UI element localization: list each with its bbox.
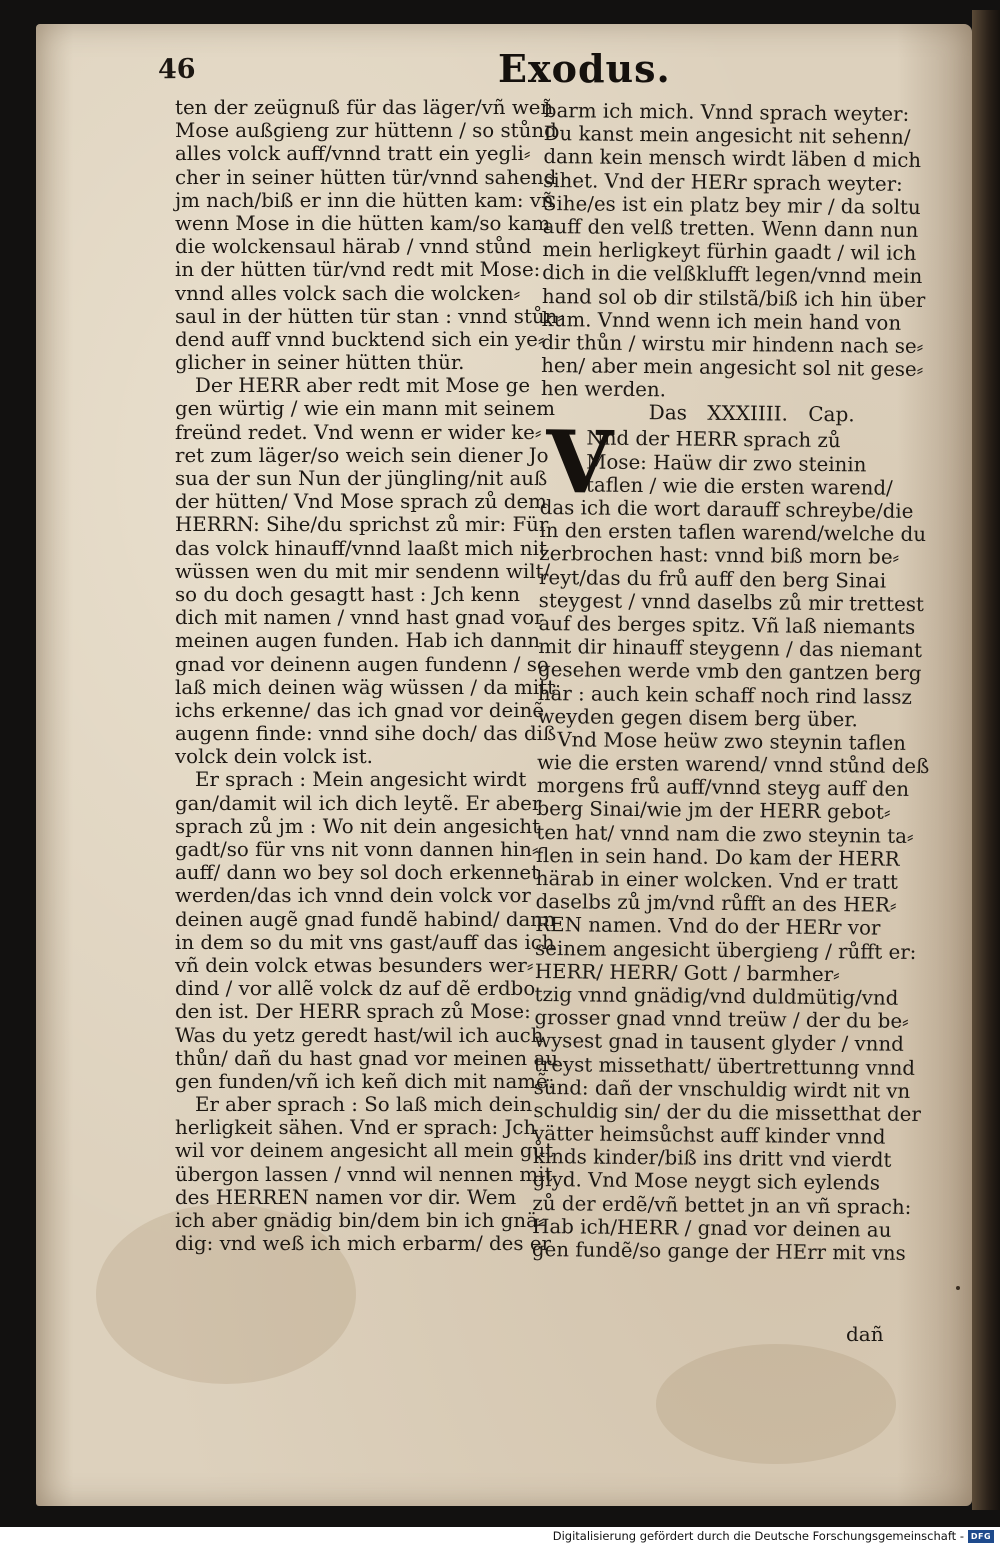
- right-column: [532, 99, 936, 1265]
- text-line: taflen / wie die ersten warend/: [585, 473, 893, 500]
- text-line: zů der erdẽ/vñ bettet jn an vñ sprach:: [532, 1191, 912, 1219]
- text-line: gnad vor deinenn augen fundenn / so: [175, 652, 549, 676]
- text-line: gen funden/vñ ich keñ dich mit namẽ.: [175, 1069, 555, 1093]
- text-line: HERR/ HERR/ Gott / barmher⸗: [534, 959, 840, 986]
- text-line: gan/damit wil ich dich leytẽ. Er aber: [175, 791, 542, 815]
- ink-dot: [956, 1286, 960, 1290]
- text-line: weyden gegen disem berg über.: [537, 704, 858, 732]
- text-line: vñ dein volck etwas besunders wer⸗: [175, 953, 534, 977]
- text-line: barm ich mich. Vnnd sprach weyter:: [543, 99, 910, 126]
- text-line: deinen augẽ gnad fundẽ habind/ dann: [175, 907, 556, 931]
- text-line: kum. Vnnd wenn ich mein hand von: [541, 307, 902, 335]
- text-line: gen würtig / wie ein mann mit seinem: [175, 397, 556, 421]
- text-line: seinem angesicht übergieng / růfft er:: [534, 936, 917, 964]
- text-line: Mose: Haüw dir zwo steinin: [586, 450, 867, 477]
- paragraph-start: Er aber sprach : So laß mich dein: [195, 1093, 533, 1117]
- text-line: so du doch gesagtt hast : Jch kenn: [175, 582, 520, 606]
- text-line: gen fundẽ/so gange der HErr mit vns: [531, 1237, 906, 1265]
- text-line: in dem so du mit vns gast/auff das ich: [175, 930, 555, 954]
- text-line: auff den velß tretten. Wenn dann nun: [542, 214, 919, 242]
- text-line: sua der sun Nun der jüngling/nit auß: [175, 467, 548, 490]
- text-line: morgens frů auff/vnnd steyg auff den: [536, 774, 910, 802]
- text-line: hen/ aber mein angesicht sol nit gese⸗: [541, 354, 924, 382]
- text-line: dir thůn / wirstu mir hindenn nach se⸗: [541, 330, 924, 358]
- text-line: dich in die velßklufft legen/vnnd mein: [542, 261, 923, 289]
- text-line: berg Sinai/wie jm der HERR gebot⸗: [536, 797, 891, 825]
- text-line: auff/ dann wo bey sol doch erkennet: [175, 861, 540, 885]
- text-line: des HERREN namen vor dir. Wem: [175, 1185, 517, 1209]
- text-line: reyt/das du frů auff den berg Sinai: [538, 565, 887, 593]
- folio-number: 46: [157, 53, 196, 86]
- text-line: mein herligkeyt fürhin gaadt / wil ich: [542, 238, 917, 266]
- text-line: das volck hinauff/vnnd laaßt mich nit: [175, 536, 547, 560]
- text-line: jm nach/biß er inn die hütten kam: vñ: [175, 188, 554, 212]
- paragraph-start: Vnd Mose heüw zwo steynin taflen: [557, 728, 907, 755]
- text-line: vätter heimsůchst auff kinder vnnd: [533, 1122, 886, 1149]
- text-line: thůn/ dañ du hast gnad vor meinen au: [175, 1046, 558, 1070]
- text-line: augenn finde: vnnd sihe doch/ das diß: [175, 722, 557, 746]
- text-line: schuldig sin/ der du die missetthat der: [533, 1098, 922, 1126]
- text-line: alles volck auff/vnnd tratt ein yegli⸗: [175, 142, 531, 166]
- text-line: laß mich deinen wäg wüssen / da mitt: [175, 675, 556, 699]
- funding-credit: Digitalisierung gefördert durch die Deutsche Forschungsgemeinschaft -: [552, 1529, 964, 1543]
- text-line: sihet. Vnd der HERr sprach weyter:: [543, 168, 903, 196]
- text-line: REN namen. Vnd do der HERr vor: [535, 913, 881, 940]
- text-line: werden/das ich vnnd dein volck vor: [175, 884, 531, 908]
- text-line: in der hütten tür/vnd redt mit Mose:: [175, 258, 541, 282]
- left-column: [175, 96, 564, 1256]
- text-line: meinen augen funden. Hab ich dann: [175, 629, 541, 653]
- text-line: dig: vnd weß ich mich erbarm/ des er: [175, 1232, 551, 1256]
- paragraph-start: Er sprach : Mein angesicht wirdt: [195, 768, 527, 792]
- text-line: hand sol ob dir stilstã/biß ich hin über: [541, 284, 926, 312]
- drop-cap: V: [545, 412, 614, 515]
- text-line: saul in der hütten tür stan : vnnd stůn⸗: [175, 304, 564, 328]
- text-line: Du kanst mein angesicht nit sehenn/: [543, 122, 911, 150]
- text-line: här : auch kein schaff noch rind lassz: [537, 681, 912, 709]
- text-line: dend auff vnnd bucktend sich ein ye⸗: [175, 327, 545, 351]
- text-line: freünd redet. Vnd wenn er wider ke⸗: [175, 420, 542, 444]
- text-line: ret zum läger/so weich sein diener Jo: [175, 443, 549, 467]
- text-line: ich aber gnädig bin/dem bin ich gnä⸗: [175, 1209, 545, 1232]
- text-line: Was du yetz geredt hast/wil ich auch: [175, 1023, 544, 1047]
- text-line: daselbs zů jm/vnd růfft an des HER⸗: [535, 890, 897, 917]
- text-line: auf des berges spitz. Vñ laß niemants: [538, 611, 916, 639]
- text-line: sünd: dañ der vnschuldig wirdt nit vn: [533, 1075, 911, 1103]
- text-line: cher in seiner hütten tür/vnnd sahend: [175, 165, 557, 189]
- text-line: wenn Mose in die hütten kam/so kam: [175, 211, 551, 235]
- text-line: dann kein mensch wirdt läben d mich: [543, 145, 922, 173]
- dfg-logo: DFG: [968, 1530, 994, 1543]
- text-line: in den ersten taflen warend/welche du: [539, 519, 927, 547]
- text-line: das ich die wort darauff schreybe/die: [539, 495, 914, 523]
- running-title: Exodus.: [498, 46, 671, 91]
- text-line: härab in einer wolcken. Vnd er tratt: [535, 866, 899, 894]
- text-line: Sihe/es ist ein platz bey mir / da soltu: [542, 191, 921, 219]
- text-line: glyd. Vnd Mose neygt sich eylends: [532, 1168, 881, 1196]
- book-page: [36, 24, 972, 1506]
- text-line: vnnd alles volck sach die wolcken⸗: [175, 281, 521, 305]
- text-line: kinds kinder/biß ins dritt vnd vierdt: [532, 1145, 892, 1172]
- footer-bar: [0, 1527, 1000, 1547]
- text-line: die wolckensaul härab / vnnd stůnd: [175, 235, 532, 259]
- text-line: wysest gnad in tausent glyder / vnnd: [534, 1029, 904, 1057]
- text-line: grosser gnad vnnd treüw / der du be⸗: [534, 1006, 909, 1033]
- book-edge: [972, 10, 1000, 1510]
- text-line: herligkeit sähen. Vnd er sprach: Jch: [175, 1116, 537, 1140]
- text-line: wie die ersten warend/ vnnd stůnd deß: [536, 751, 930, 779]
- text-line: tzig vnnd gnädig/vnd duldmütig/vnd: [534, 982, 899, 1010]
- text-line: glicher in seiner hütten thür.: [175, 351, 465, 375]
- text-line: ichs erkenne/ das ich gnad vor deinẽ: [175, 698, 545, 722]
- text-line: ten hat/ vnnd nam die zwo steynin ta⸗: [536, 820, 914, 848]
- text-line: Mose außgieng zur hüttenn / so stůnd: [175, 119, 557, 143]
- text-line: Hab ich/HERR / gnad vor deinen au: [532, 1214, 892, 1242]
- text-line: gesehen werde vmb den gantzen berg: [537, 658, 922, 686]
- text-line: steygest / vnnd daselbs zů mir trettest: [538, 588, 924, 616]
- text-line: dind / vor allẽ volck dz auf dẽ erdbo: [175, 977, 536, 1001]
- chapter-heading: Das XXXIIII. Cap.: [648, 400, 855, 427]
- text-line: ten der zeügnuß für das läger/vñ weñ: [175, 96, 554, 119]
- text-line: treyst missethatt/ übertrettunng vnnd: [533, 1052, 916, 1080]
- text-line: übergon lassen / vnnd wil nennen mit: [175, 1162, 553, 1186]
- text-line: dich mit namen / vnnd hast gnad vor: [175, 606, 544, 630]
- text-line: mit dir hinauff steygenn / das niemant: [538, 635, 923, 663]
- text-line: flen in sein hand. Do kam der HERR: [535, 843, 900, 871]
- text-line: Nnd der HERR sprach zů: [586, 426, 841, 453]
- text-line: den ist. Der HERR sprach zů Mose:: [175, 1000, 531, 1024]
- text-line: volck dein volck ist.: [175, 745, 373, 769]
- text-line: der hütten/ Vnd Mose sprach zů dem: [175, 490, 547, 514]
- paper-stain: [656, 1344, 896, 1464]
- text-line: hen werden.: [540, 377, 667, 402]
- catchword: dañ: [846, 1322, 884, 1346]
- text-line: wüssen wen du mit mir sendenn wilt/: [175, 559, 551, 583]
- text-line: sprach zů jm : Wo nit dein angesicht: [175, 814, 541, 838]
- text-line: HERRN: Sihe/du sprichst zů mir: Für: [175, 513, 549, 537]
- paragraph-start: Der HERR aber redt mit Mose ge: [195, 374, 531, 398]
- text-line: wil vor deinem angesicht all mein gůt: [175, 1139, 554, 1163]
- text-line: zerbrochen hast: vnnd biß morn be⸗: [539, 542, 900, 570]
- text-line: gadt/so für vns nit vonn dannen hin⸗: [175, 838, 539, 861]
